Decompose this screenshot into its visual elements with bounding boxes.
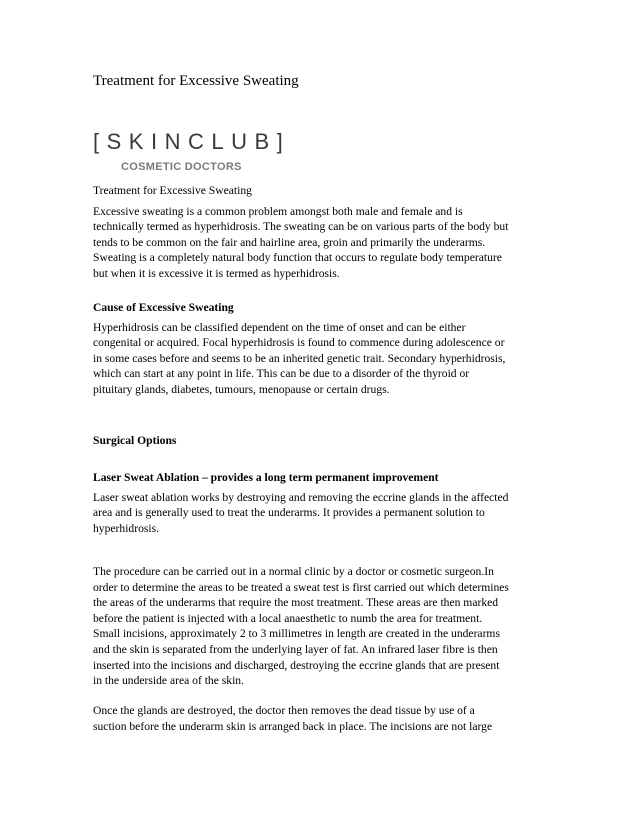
intro-line: tends to be common on the fair and hairline area, groin and primarily the underarms. <box>93 235 486 249</box>
intro-line: Excessive sweating is a common problem amongst both male and female and is <box>93 204 463 218</box>
procedure-line: the areas of the underarms that require the most treatment. These areas are then marked <box>93 596 499 610</box>
surgical-section <box>93 433 545 449</box>
cause-line: pituitary glands, diabetes, tumours, menopause or certain drugs. <box>93 382 390 396</box>
intro-heading: Treatment for Excessive Sweating <box>93 184 252 197</box>
procedure-section <box>93 564 545 689</box>
cause-line: in some cases before and seems to be an inherited genetic trait. Secondary hyperhidrosis, <box>93 351 506 365</box>
procedure-line: order to determine the areas to be treated a sweat test is first carried out which determines <box>93 580 509 594</box>
laser-line: area and is generally used to treat the underarms. It provides a permanent solution to <box>93 506 485 520</box>
removal-line: Once the glands are destroyed, the doctor then removes the dead tissue by use of a <box>93 704 475 717</box>
removal-section <box>93 703 545 734</box>
cause-line: Hyperhidrosis can be classified dependent on the time of onset and can be either <box>93 320 466 334</box>
intro-line: but when it is excessive it is termed as hyperhidrosis. <box>93 266 340 280</box>
cause-line: congenital or acquired. Focal hyperhidrosis is found to commence during adolescence or <box>93 336 505 350</box>
document-title: Treatment for Excessive Sweating <box>93 73 299 89</box>
laser-line: Laser sweat ablation works by destroying and removing the eccrine glands in the affected <box>93 490 509 504</box>
cause-section <box>93 300 545 398</box>
procedure-line: in the underside area of the skin. <box>93 674 244 688</box>
procedure-line: The procedure can be carried out in a normal clinic by a doctor or cosmetic surgeon.In <box>93 565 494 578</box>
logo-subtitle: COSMETIC DOCTORS <box>121 161 242 173</box>
removal-line: suction before the underarm skin is arranged back in place. The incisions are not large <box>93 719 493 733</box>
procedure-line: inserted into the incisions and discharged, destroying the eccrine glands that are present <box>93 658 500 672</box>
logo-brand-text: [SKINCLUB] <box>93 129 291 154</box>
procedure-line: before the patient is injected with a local anaesthetic to numb the area for treatment. <box>93 611 483 625</box>
laser-line: hyperhidrosis. <box>93 521 160 535</box>
laser-section <box>93 470 545 536</box>
laser-heading: Laser Sweat Ablation – provides a long term permanent improvement <box>93 471 439 484</box>
intro-line: technically termed as hyperhidrosis. The sweating can be on various parts of the body but <box>93 220 509 234</box>
surgical-heading: Surgical Options <box>93 434 177 447</box>
procedure-line: and the skin is separated from the underlying layer of fat. An infrared laser fibre is then <box>93 642 498 656</box>
cause-heading: Cause of Excessive Sweating <box>93 301 234 314</box>
intro-line: Sweating is a completely natural body function that occurs to regulate body temperature <box>93 251 502 265</box>
skinclub-logo <box>93 128 313 174</box>
intro-section <box>93 183 545 282</box>
procedure-line: Small incisions, approximately 2 to 3 millimetres in length are created in the underarms <box>93 627 500 641</box>
cause-line: which can start at any point in life. This can be due to a disorder of the thyroid or <box>93 367 470 381</box>
